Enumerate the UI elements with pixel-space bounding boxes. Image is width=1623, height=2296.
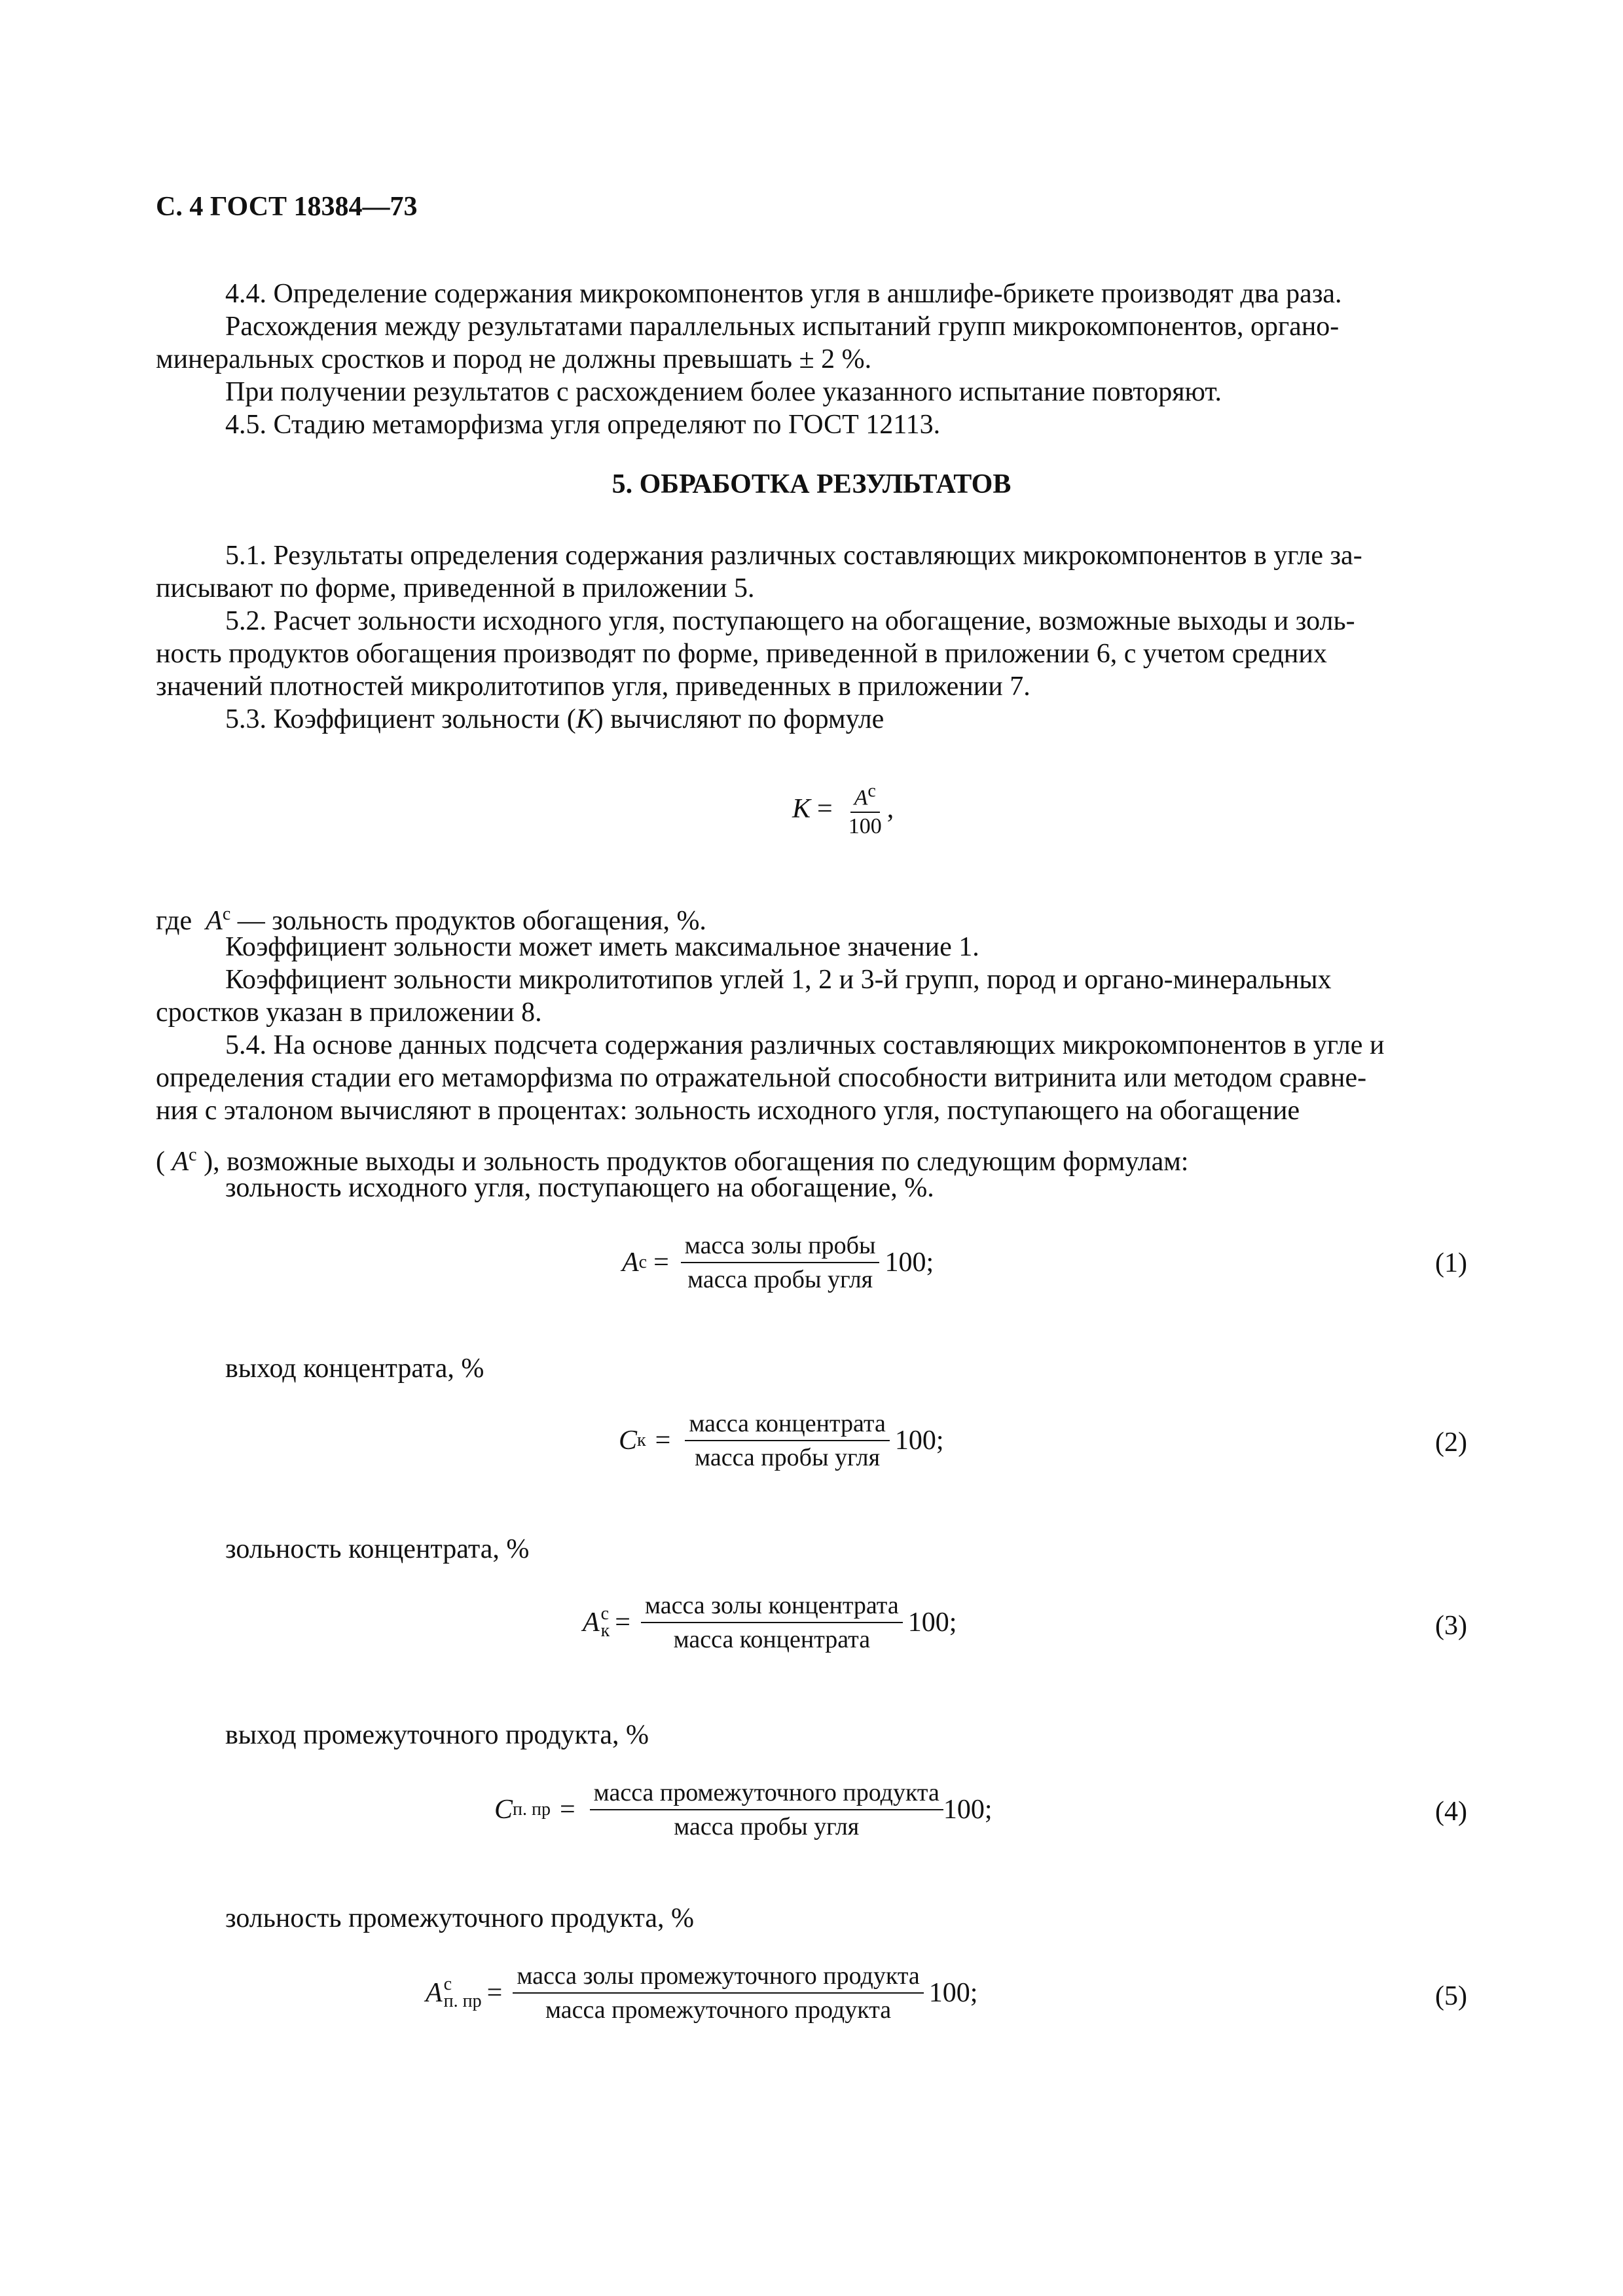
formula-2-factor: 100; (894, 1426, 944, 1456)
paragraph-5-3-end: ) вычисляют по формуле (594, 704, 884, 734)
paragraph-5-3 (156, 703, 1468, 736)
equation-number-5: (5) (1435, 1981, 1467, 2011)
where-text: — зольность продуктов обогащения, %. (230, 906, 706, 936)
formula-5-sub: п. пр (443, 1991, 482, 2011)
formula-5-numerator: масса золы промежуточного продукта (513, 1961, 923, 1994)
label-ash-initial: зольность исходного угля, поступающего на обогащение, %. (225, 1173, 934, 1203)
equation-number-4: (4) (1435, 1797, 1467, 1827)
formula-4-fraction (590, 1778, 943, 1842)
formula-5 (426, 1961, 977, 2025)
formula-4 (494, 1778, 993, 1842)
formula-k-num-var: A (854, 785, 868, 810)
paragraph-5-1-line2: писывают по форме, приведенной в приложении 5. (156, 573, 755, 603)
formula-5-factor: 100; (928, 1978, 978, 2008)
formula-3-sup: c (600, 1604, 610, 1624)
where-sup: c (222, 904, 231, 924)
paragraph-5-4-rest: ), возможные выходы и зольность продуктов обогащения по следующим формулам: (196, 1147, 1189, 1177)
paragraph-5-4-line3: ния с эталоном вычисляют в процентах: зольность исходного угля, поступающего на обогащение (156, 1096, 1300, 1126)
paragraph-4-4: 4.4. Определение содержания микрокомпонентов угля в аншлифе-брикете производят два раза. (225, 279, 1342, 309)
formula-2-fraction (685, 1408, 890, 1473)
formula-k-num-sup: c (867, 781, 876, 801)
formula-1-eq: = (653, 1247, 669, 1278)
formula-k-tail: , (886, 794, 894, 825)
formula-5-eq: = (486, 1978, 503, 2008)
paragraph-5-2-line3: значений плотностей микролитотипов угля, приведенных в приложении 7. (156, 672, 1030, 702)
formula-3-fraction (641, 1590, 903, 1655)
formula-4-numerator: масса промежуточного продукта (590, 1778, 943, 1810)
formula-1-lhs: A (622, 1247, 639, 1278)
paragraph-5-2-line1: 5.2. Расчет зольности исходного угля, поступающего на обогащение, возможные выходы и золь- (225, 606, 1355, 636)
section-title: 5. ОБРАБОТКА РЕЗУЛЬТАТОВ (611, 469, 1012, 499)
formula-1 (622, 1230, 934, 1295)
equation-number-1: (1) (1435, 1248, 1467, 1278)
formula-1-sup: c (638, 1252, 647, 1272)
formula-5-lhs: A (426, 1978, 443, 2008)
formula-k-fraction (845, 779, 886, 839)
formula-1-fraction (681, 1230, 880, 1295)
formula-4-factor: 100; (943, 1795, 993, 1825)
where-prefix: где (156, 906, 192, 936)
formula-k (792, 779, 894, 839)
formula-3-numerator: масса золы концентрата (641, 1590, 903, 1623)
formula-k-lhs: K (792, 794, 811, 825)
paragraph-micro-line1: Коэффициент зольности микролитотипов углей 1, 2 и 3-й групп, пород и органо-минеральных (225, 965, 1332, 995)
formula-5-denominator: масса промежуточного продукта (545, 1996, 892, 2024)
paragraph-5-1-line1: 5.1. Результаты определения содержания различных составляющих микрокомпонентов в угле за- (225, 541, 1362, 571)
formula-2-sub: к (637, 1430, 646, 1450)
paragraph-5-3-var: K (575, 704, 594, 734)
paragraph-diff-line2: минеральных сростков и пород не должны превышать ± 2 %. (156, 344, 872, 374)
equation-number-3: (3) (1435, 1611, 1467, 1641)
paragraph-max: Коэффициент зольности может иметь максимальное значение 1. (225, 932, 979, 962)
where-var: A (206, 906, 223, 936)
formula-3-scripts (601, 1605, 610, 1640)
paragraph-5-4-sup: c (189, 1145, 197, 1165)
formula-k-denominator: 100 (848, 814, 882, 839)
equation-number-2: (2) (1435, 1427, 1467, 1458)
formula-2-numerator: масса концентрата (685, 1408, 890, 1441)
formula-5-scripts (444, 1976, 482, 2010)
formula-3-denominator: масса концентрата (673, 1626, 871, 1653)
formula-3-sub: к (600, 1621, 610, 1641)
formula-2-denominator: масса пробы угля (695, 1444, 881, 1471)
formula-4-lhs: C (494, 1795, 513, 1825)
formula-2-lhs: C (619, 1426, 638, 1456)
formula-3 (583, 1590, 957, 1655)
label-ash-middlings: зольность промежуточного продукта, % (225, 1903, 694, 1933)
formula-k-eq: = (817, 794, 833, 825)
formula-3-factor: 100; (907, 1607, 957, 1638)
formula-1-numerator: масса золы пробы (681, 1230, 880, 1263)
formula-2 (619, 1408, 944, 1473)
label-ash-concentrate: зольность концентрата, % (225, 1534, 530, 1564)
label-yield-middlings: выход промежуточного продукта, % (225, 1720, 649, 1750)
paragraph-4-5: 4.5. Стадию метаморфизма угля определяют по ГОСТ 12113. (225, 410, 941, 440)
formula-3-lhs: A (583, 1607, 600, 1638)
formula-1-factor: 100; (884, 1247, 934, 1278)
formula-k-numerator (850, 779, 880, 813)
formula-4-denominator: масса пробы угля (674, 1813, 860, 1840)
paragraph-5-3-text: 5.3. Коэффициент зольности ( (225, 704, 576, 734)
paragraph-5-4-line2: определения стадии его метаморфизма по отражательной способности витринита или методом сравне- (156, 1063, 1367, 1093)
paragraph-micro-line2: сростков указан в приложении 8. (156, 997, 542, 1028)
formula-3-eq: = (615, 1607, 630, 1638)
paragraph-repeat: При получении результатов с расхождением более указанного испытание повторяют. (225, 377, 1222, 407)
formula-2-eq: = (655, 1426, 671, 1456)
formula-4-eq: = (559, 1795, 575, 1825)
paragraph-diff-line1: Расхождения между результатами параллельных испытаний групп микрокомпонентов, органо- (225, 312, 1340, 342)
page-header: С. 4 ГОСТ 18384—73 (156, 192, 418, 222)
paragraph-5-4-line1: 5.4. На основе данных подсчета содержания различных составляющих микрокомпонентов в угле и (225, 1030, 1385, 1060)
formula-5-fraction (513, 1961, 923, 2025)
formula-5-sup: c (443, 1974, 452, 1994)
paragraph-5-4-open: ( (156, 1147, 172, 1177)
formula-4-sub: п. пр (513, 1799, 551, 1820)
paragraph-5-4-var: A (172, 1147, 189, 1177)
label-yield-concentrate: выход концентрата, % (225, 1354, 484, 1384)
paragraph-5-2-line2: ность продуктов обогащения производят по форме, приведенной в приложении 6, с учетом средних (156, 639, 1327, 669)
formula-1-denominator: масса пробы угля (687, 1266, 873, 1293)
